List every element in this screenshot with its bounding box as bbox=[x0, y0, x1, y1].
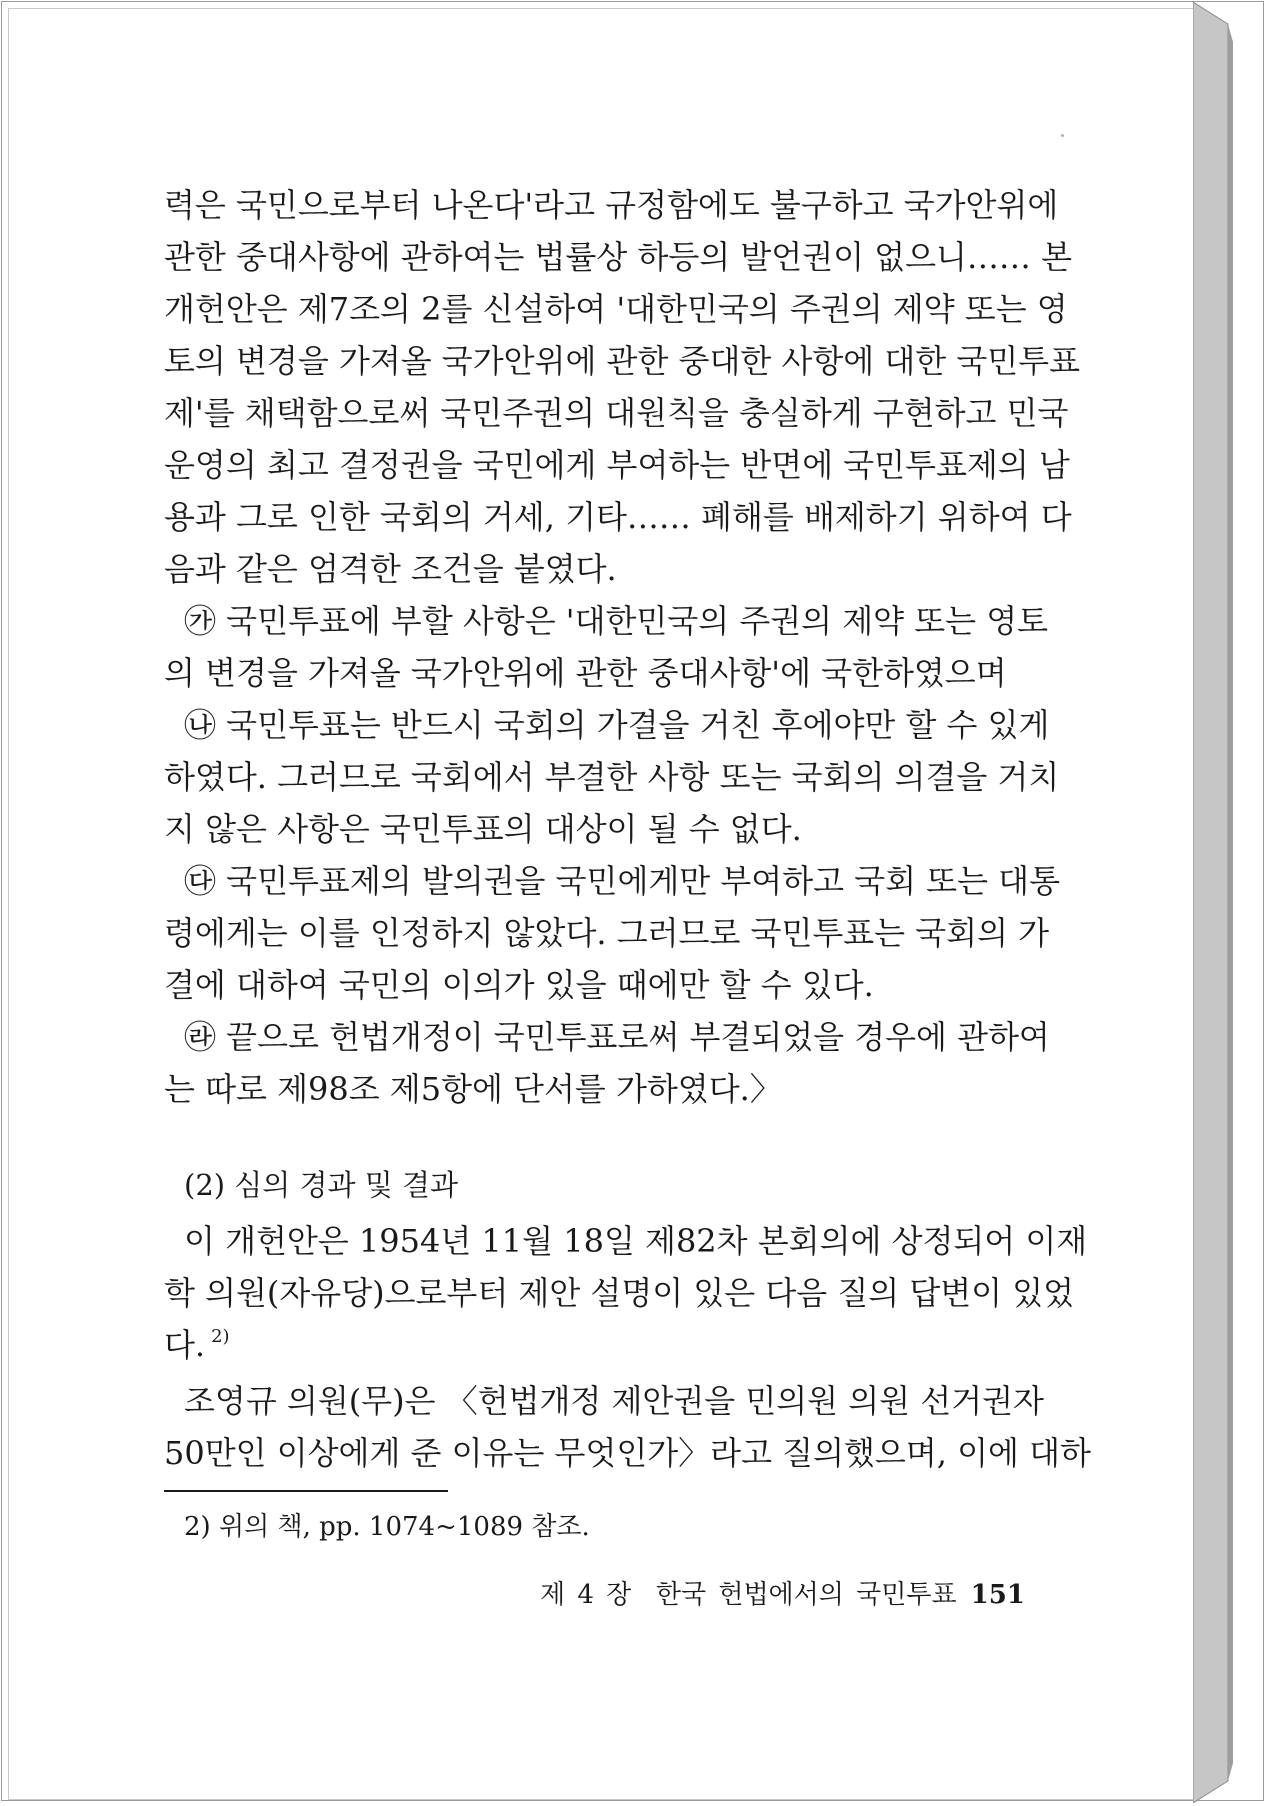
footnote-reference: 2) bbox=[211, 1326, 230, 1347]
body-line: 령에게는 이를 인정하지 않았다. 그러므로 국민투표는 국회의 가 bbox=[164, 914, 1050, 952]
body-line: 50만인 이상에게 준 이유는 무엇인가〉라고 질의했으며, 이에 대하 bbox=[164, 1434, 1091, 1472]
body-line: 운영의 최고 결정권을 국민에게 부여하는 반면에 국민투표제의 남 bbox=[164, 446, 1070, 484]
body-line: 조영규 의원(무)은 〈헌법개정 제안권을 민의원 의원 선거권자 bbox=[184, 1382, 1044, 1420]
section-heading: (2) 심의 경과 및 결과 bbox=[184, 1168, 459, 1202]
running-footer bbox=[540, 1578, 1025, 1612]
page-speck bbox=[1061, 134, 1064, 137]
body-line: 의 변경을 가져올 국가안위에 관한 중대사항'에 국한하였으며 bbox=[164, 654, 1007, 692]
body-line: 이 개헌안은 1954년 11월 18일 제82차 본회의에 상정되어 이재 bbox=[184, 1222, 1088, 1260]
list-item-da: ㉰ 국민투표제의 발의권을 국민에게만 부여하고 국회 또는 대통 bbox=[184, 862, 1061, 900]
body-line: 력은 국민으로부터 나온다'라고 규정함에도 불구하고 국가안위에 bbox=[164, 186, 1059, 224]
body-line: 결에 대하여 국민의 이의가 있을 때에만 할 수 있다. bbox=[164, 966, 874, 1004]
list-item-ra: ㉱ 끝으로 헌법개정이 국민투표로써 부결되었을 경우에 관하여 bbox=[184, 1018, 1050, 1056]
body-line: 는 따로 제98조 제5항에 단서를 가하였다.〉 bbox=[164, 1070, 782, 1108]
list-item-na: ㉯ 국민투표는 반드시 국회의 가결을 거친 후에야만 할 수 있게 bbox=[184, 706, 1050, 744]
body-line: 음과 같은 엄격한 조건을 붙였다. bbox=[164, 550, 617, 588]
list-item-ga: ㉮ 국민투표에 부할 사항은 '대한민국의 주권의 제약 또는 영토 bbox=[184, 602, 1049, 640]
page-number: 151 bbox=[970, 1580, 1025, 1610]
footnote: 2) 위의 책, pp. 1074~1089 참조. bbox=[184, 1512, 590, 1542]
chapter-title: 제 4 장 한국 헌법에서의 국민투표 bbox=[540, 1580, 957, 1610]
body-line: 용과 그로 인한 국회의 거세, 기타…… 폐해를 배제하기 위하여 다 bbox=[164, 498, 1072, 536]
footnote-divider bbox=[164, 1490, 448, 1492]
body-line: 지 않은 사항은 국민투표의 대상이 될 수 없다. bbox=[164, 810, 802, 848]
body-line: 하였다. 그러므로 국회에서 부결한 사항 또는 국회의 의결을 거치 bbox=[164, 758, 1060, 796]
body-line: 개헌안은 제7조의 2를 신설하여 '대한민국의 주권의 제약 또는 영 bbox=[164, 290, 1068, 328]
body-line: 관한 중대사항에 관하여는 법률상 하등의 발언권이 없으니…… 본 bbox=[164, 238, 1073, 276]
body-line: 학 의원(자유당)으로부터 제안 설명이 있은 다음 질의 답변이 있었 bbox=[164, 1274, 1075, 1312]
page-edge-shadow bbox=[1193, 2, 1265, 1803]
body-line-text: 다. bbox=[164, 1326, 206, 1364]
body-line bbox=[164, 1325, 230, 1365]
body-line: 제'를 채택함으로써 국민주권의 대원칙을 충실하게 구현하고 민국 bbox=[164, 394, 1069, 432]
body-line: 토의 변경을 가져올 국가안위에 관한 중대한 사항에 대한 국민투표 bbox=[164, 342, 1081, 380]
